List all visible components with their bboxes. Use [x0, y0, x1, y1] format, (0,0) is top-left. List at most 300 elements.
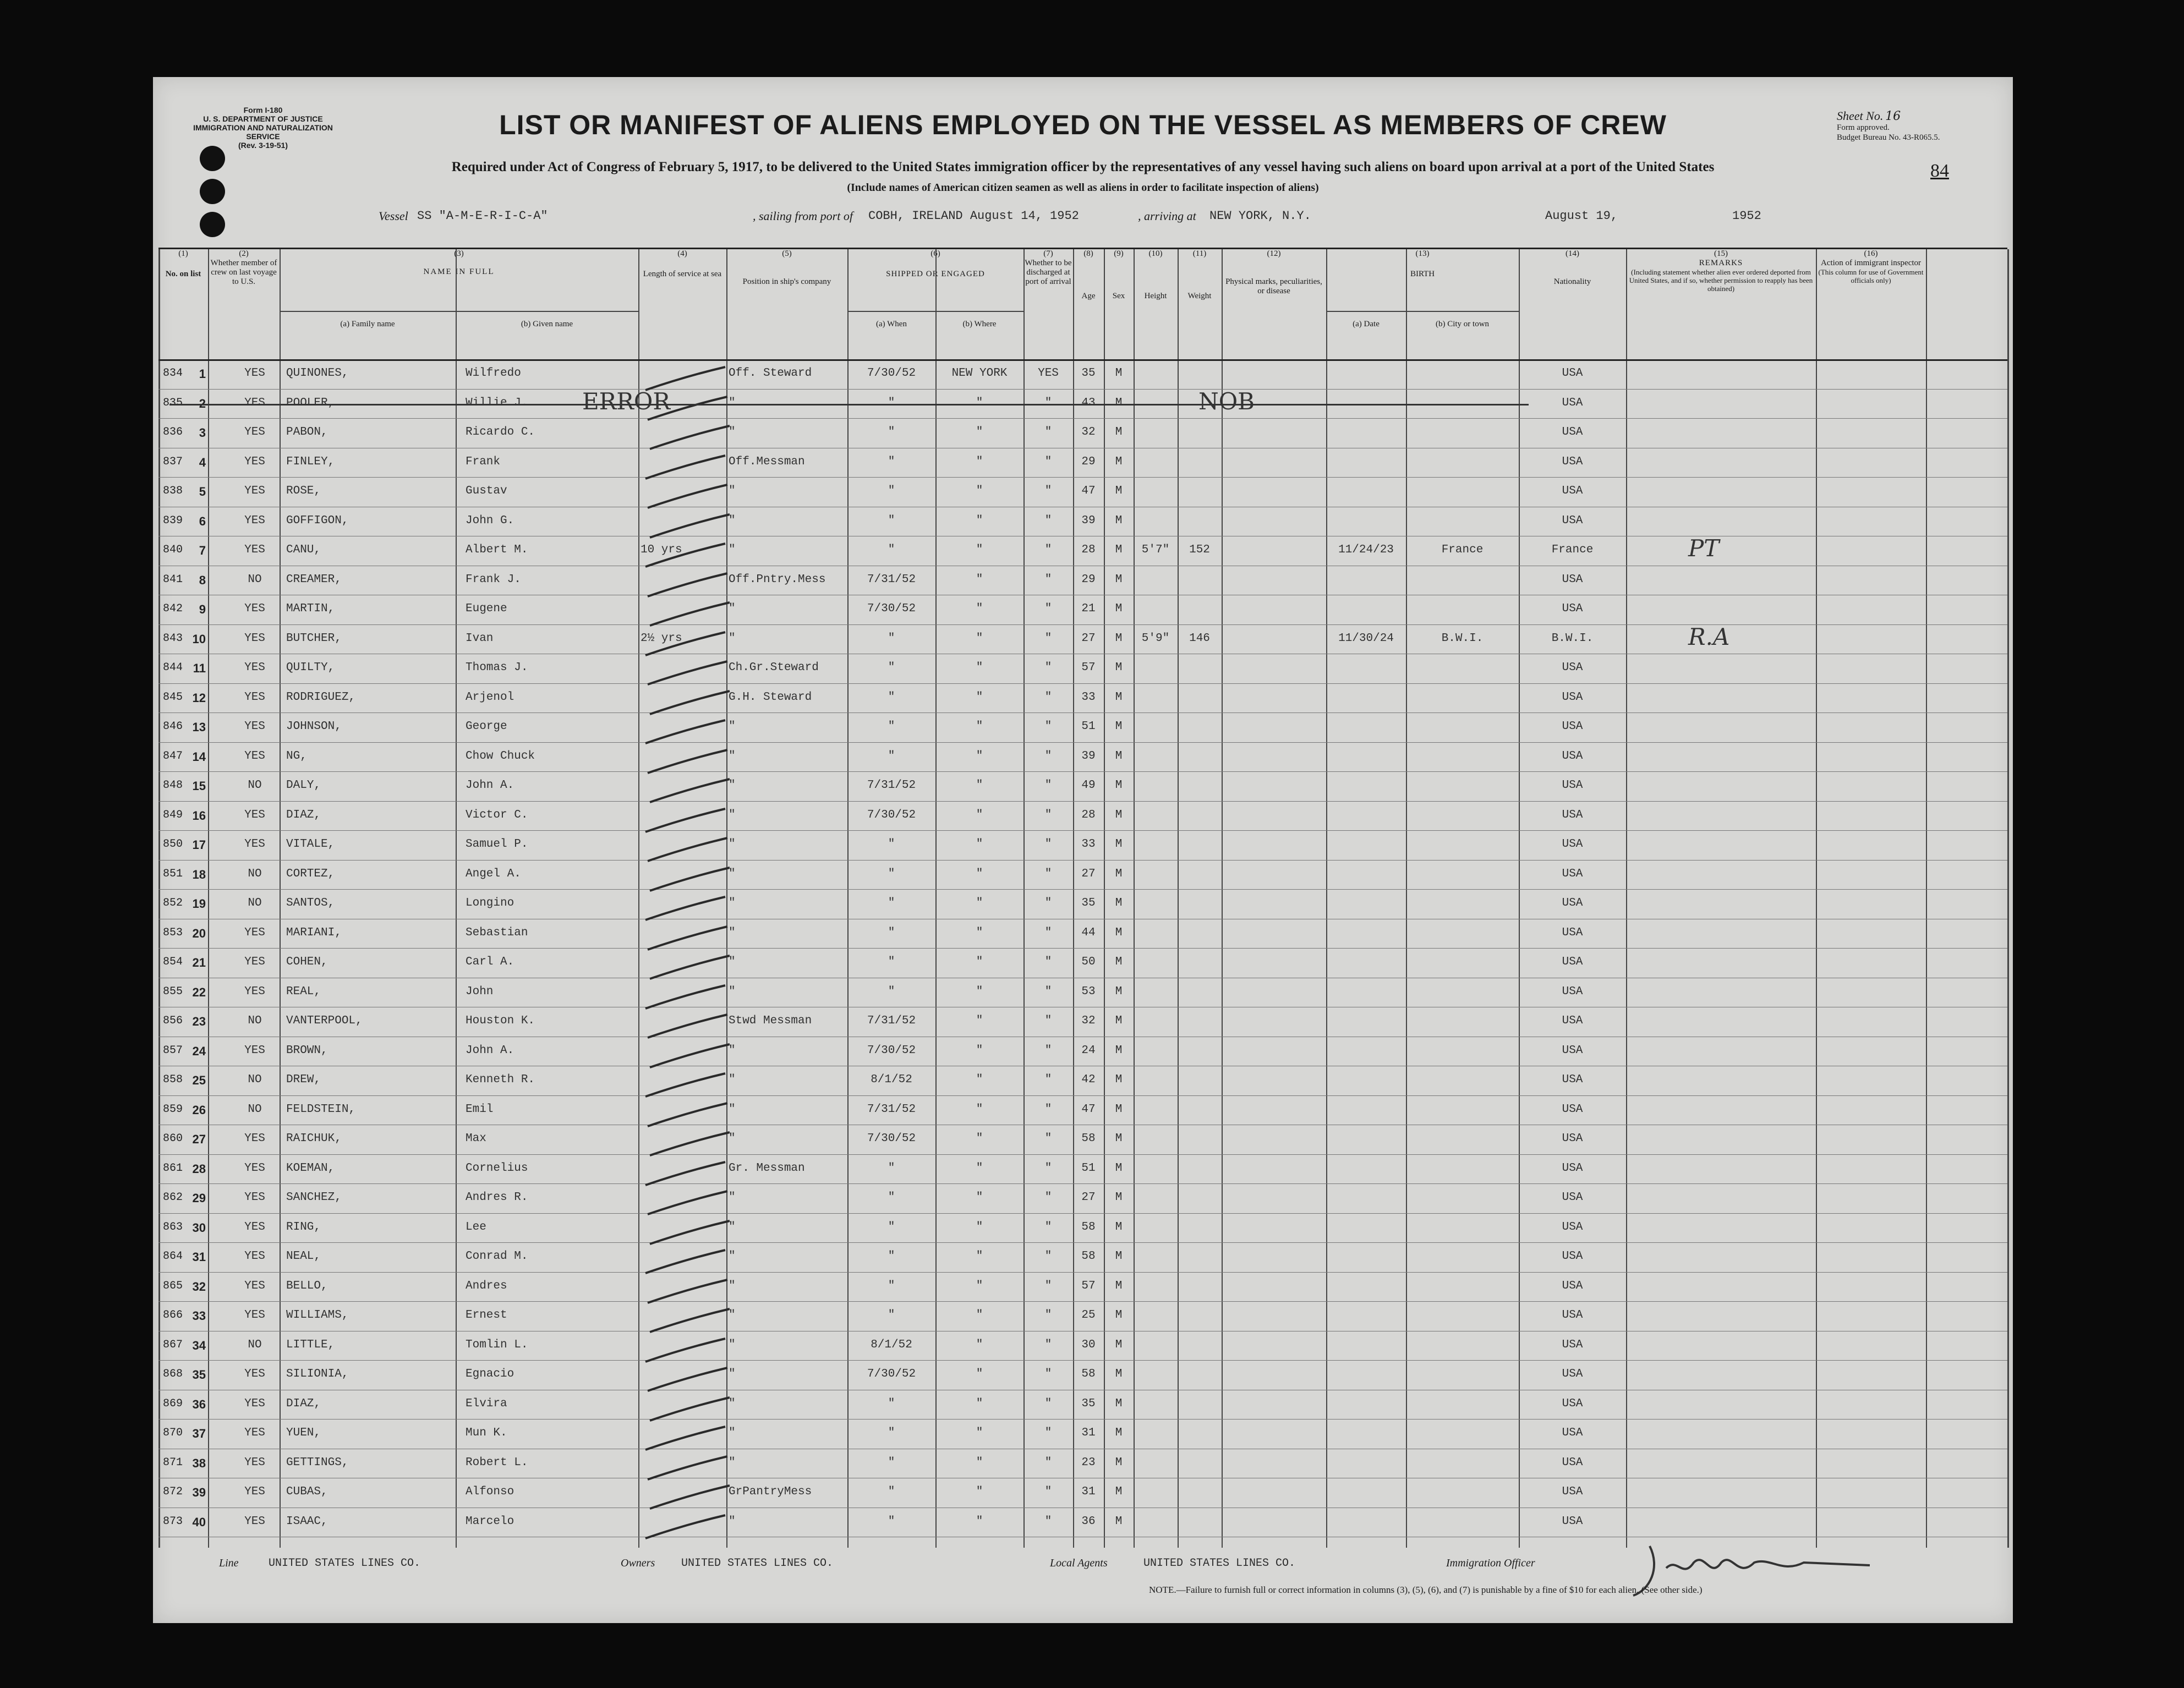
birth-city: B.W.I.	[1441, 632, 1484, 645]
ref-number: 840	[163, 544, 183, 556]
sheet-number: 16	[1885, 109, 1901, 123]
line-label: Line	[219, 1557, 239, 1569]
check-mark	[647, 1041, 735, 1074]
nationality: USA	[1562, 1486, 1583, 1498]
ref-number: 867	[163, 1338, 183, 1351]
column-divider	[158, 249, 160, 1548]
page-subtitle: Required under Act of Congress of February 5, 1917, to be delivered to the United States immigration officer by the representatives of any vessel having such aliens on board upon arrival at a port of the United States	[451, 160, 1715, 174]
column-divider	[456, 249, 457, 1548]
shipped-where: "	[976, 1220, 983, 1234]
vessel-name: SS "A-M-E-R-I-C-A"	[417, 209, 548, 223]
column-divider	[208, 249, 209, 1548]
col-title: Height	[1144, 292, 1167, 300]
row-rule	[158, 683, 2007, 684]
col-number: (6)	[930, 249, 940, 258]
discharged: "	[1044, 1044, 1052, 1057]
sex: M	[1115, 1132, 1123, 1145]
nationality: USA	[1562, 1515, 1583, 1528]
age: 30	[1081, 1338, 1096, 1351]
given-name: Arjenol	[466, 690, 514, 704]
sex: M	[1115, 1220, 1123, 1234]
nationality: USA	[1562, 1015, 1583, 1027]
discharged: "	[1044, 1220, 1052, 1234]
family-name: SANCHEZ,	[286, 1191, 342, 1204]
line-number: 34	[192, 1338, 206, 1352]
ref-number: 859	[163, 1103, 183, 1116]
shipped-where: "	[976, 455, 983, 468]
column-divider	[1134, 249, 1135, 1548]
discharged: "	[1044, 720, 1052, 733]
crew-status: YES	[244, 632, 265, 645]
discharged: "	[1044, 1015, 1052, 1027]
line-number: 4	[199, 455, 206, 469]
shipped-where: "	[976, 1103, 983, 1116]
check-mark-stroke	[645, 1339, 725, 1362]
family-name: RAICHUK,	[286, 1132, 342, 1145]
ref-number: 850	[163, 838, 183, 851]
family-name: FINLEY,	[286, 455, 335, 468]
line-number: 35	[192, 1368, 206, 1382]
check-mark-stroke	[645, 544, 725, 567]
age: 31	[1081, 1486, 1096, 1498]
given-name: Thomas J.	[466, 661, 528, 674]
given-name: Cornelius	[466, 1161, 528, 1175]
agents-label: Local Agents	[1050, 1557, 1108, 1569]
sex: M	[1115, 926, 1123, 939]
shipped-where: "	[976, 897, 983, 909]
shipped-where: "	[976, 1486, 983, 1498]
family-name: DALY,	[286, 779, 321, 792]
position: "	[729, 838, 736, 851]
line-number: 24	[192, 1044, 206, 1058]
col-title: Physical marks, peculiarities, or disease	[1225, 277, 1322, 295]
discharged: "	[1044, 602, 1052, 615]
check-mark	[643, 1247, 731, 1280]
check-mark-stroke	[648, 485, 727, 508]
check-mark-stroke	[645, 367, 725, 390]
line-number: 22	[192, 985, 206, 999]
arrival-port: NEW YORK, N.Y.	[1209, 209, 1311, 223]
age: 27	[1081, 632, 1096, 645]
sex: M	[1115, 426, 1123, 439]
given-name: George	[466, 720, 507, 733]
given-name: Kenneth R.	[466, 1073, 535, 1086]
check-mark	[643, 1335, 731, 1368]
weight: 152	[1189, 544, 1210, 556]
check-mark	[645, 570, 733, 603]
shipped-when: 7/30/52	[867, 367, 916, 380]
age: 36	[1081, 1515, 1096, 1528]
age: 44	[1081, 926, 1096, 939]
service-name: IMMIGRATION AND NATURALIZATION SERVICE	[193, 123, 333, 141]
manifest-table	[158, 248, 2007, 1548]
col-8-header	[1073, 249, 1104, 301]
discharged: "	[1044, 1073, 1052, 1086]
shipped-when: "	[888, 1515, 895, 1528]
check-mark	[643, 452, 731, 485]
nationality: USA	[1562, 867, 1583, 880]
row-rule	[158, 889, 2007, 890]
nationality: USA	[1562, 426, 1583, 439]
age: 39	[1081, 514, 1096, 527]
shipped-where: "	[976, 514, 983, 527]
age: 57	[1081, 1279, 1096, 1292]
col-title: Whether member of crew on last voyage to U.S.	[210, 259, 277, 286]
crew-status: YES	[244, 1279, 265, 1292]
col-title: NAME IN FULL	[423, 267, 495, 276]
shipped-where: "	[976, 1191, 983, 1204]
nob-annotation: NOB	[1198, 387, 1255, 415]
position: Off.Messman	[729, 455, 805, 468]
ref-number: 837	[163, 455, 183, 468]
age: 24	[1081, 1044, 1096, 1057]
line-number: 5	[199, 485, 206, 498]
given-name: Ricardo C.	[466, 426, 535, 439]
shipped-where: "	[976, 808, 983, 821]
arrival-year: 1952	[1732, 209, 1761, 223]
sex: M	[1115, 544, 1123, 556]
discharged: "	[1044, 1368, 1052, 1380]
given-name: Sebastian	[466, 926, 528, 939]
family-name: RODRIGUEZ,	[286, 690, 356, 704]
shipped-where: "	[976, 1044, 983, 1057]
row-rule	[158, 1272, 2007, 1273]
check-mark-stroke	[650, 1221, 730, 1244]
shipped-where: "	[976, 1161, 983, 1175]
shipped-where: "	[976, 485, 983, 497]
sex: M	[1115, 867, 1123, 880]
position: Off. Steward	[729, 367, 812, 380]
check-mark-stroke	[645, 897, 725, 920]
column-divider	[1626, 249, 1627, 1548]
discharged: "	[1044, 1338, 1052, 1351]
shipped-when: 7/30/52	[867, 1132, 916, 1145]
shipped-when: "	[888, 544, 895, 556]
shipped-when: "	[888, 1191, 895, 1204]
check-mark	[647, 688, 735, 721]
officer-label: Immigration Officer	[1446, 1557, 1535, 1569]
age: 33	[1081, 838, 1096, 851]
ref-number: 836	[163, 426, 183, 439]
age: 51	[1081, 1161, 1096, 1175]
nationality: USA	[1562, 396, 1583, 409]
crew-status: NO	[248, 573, 262, 586]
crew-status: NO	[248, 1103, 262, 1116]
col-number: (2)	[239, 249, 249, 258]
ref-number: 863	[163, 1220, 183, 1234]
nationality: USA	[1562, 573, 1583, 586]
given-name: Lee	[466, 1220, 486, 1234]
col-3a-header: (a) Family name	[340, 320, 395, 328]
check-mark	[643, 1070, 731, 1103]
position: "	[729, 749, 736, 763]
nationality: USA	[1562, 985, 1583, 998]
family-name: RING,	[286, 1220, 321, 1234]
family-name: POOLER,	[286, 396, 335, 409]
col-10-header	[1134, 249, 1178, 301]
age: 39	[1081, 749, 1096, 763]
nationality: USA	[1562, 1103, 1583, 1116]
discharged: "	[1044, 544, 1052, 556]
col-6a-header: (a) When	[876, 320, 907, 328]
shipped-where: "	[976, 1427, 983, 1439]
shipped-when: "	[888, 985, 895, 998]
crew-status: YES	[244, 1132, 265, 1145]
height: 5'7"	[1141, 544, 1170, 556]
col-15-header	[1626, 249, 1816, 293]
nationality: USA	[1562, 514, 1583, 527]
age: 58	[1081, 1250, 1096, 1263]
discharged: "	[1044, 1191, 1052, 1204]
sex: M	[1115, 1161, 1123, 1175]
shipped-when: "	[888, 690, 895, 704]
position: "	[729, 779, 736, 792]
nationality: USA	[1562, 1368, 1583, 1380]
column-divider	[1816, 249, 1817, 1548]
shipped-when: "	[888, 1161, 895, 1175]
given-name: John A.	[466, 1044, 514, 1057]
col-number: (11)	[1192, 249, 1207, 258]
sex: M	[1115, 514, 1123, 527]
shipped-when: "	[888, 1279, 895, 1292]
crew-status: YES	[244, 544, 265, 556]
page-title: LIST OR MANIFEST OF ALIENS EMPLOYED ON THE VESSEL AS MEMBERS OF CREW	[499, 109, 1667, 140]
page-stamp: 84	[1930, 161, 1949, 181]
check-mark-stroke	[650, 426, 730, 449]
discharged: "	[1044, 1132, 1052, 1145]
shipped-when: "	[888, 396, 895, 409]
age: 28	[1081, 808, 1096, 821]
family-name: VITALE,	[286, 838, 335, 851]
crew-status: YES	[244, 455, 265, 468]
crew-status: NO	[248, 1338, 262, 1351]
family-name: YUEN,	[286, 1427, 321, 1439]
family-name: PABON,	[286, 426, 328, 439]
shipped-when: "	[888, 1250, 895, 1263]
check-mark	[647, 511, 735, 544]
col-4-header	[638, 249, 726, 279]
sex: M	[1115, 661, 1123, 674]
age: 21	[1081, 602, 1096, 615]
sex: M	[1115, 1456, 1123, 1469]
position: "	[729, 1191, 736, 1204]
discharged: "	[1044, 1486, 1052, 1498]
age: 33	[1081, 690, 1096, 704]
shipped-where: "	[976, 1132, 983, 1145]
nationality: USA	[1562, 749, 1583, 763]
nationality: USA	[1562, 661, 1583, 674]
ref-number: 852	[163, 897, 183, 909]
nationality: USA	[1562, 1073, 1583, 1086]
position: "	[729, 1132, 736, 1145]
discharged: "	[1044, 426, 1052, 439]
shipped-when: "	[888, 632, 895, 645]
check-mark	[645, 747, 733, 780]
shipped-where: "	[976, 1309, 983, 1322]
line-number: 2	[199, 396, 206, 410]
ref-number: 855	[163, 985, 183, 998]
age: 28	[1081, 544, 1096, 556]
check-mark	[643, 1159, 731, 1192]
line-number: 31	[192, 1250, 206, 1264]
department: U. S. DEPARTMENT OF JUSTICE	[203, 114, 323, 123]
col-title: Weight	[1187, 292, 1212, 300]
check-mark	[647, 1482, 735, 1515]
sex: M	[1115, 1191, 1123, 1204]
row-rule	[158, 1301, 2007, 1302]
position: G.H. Steward	[729, 690, 812, 704]
family-name: WILLIAMS,	[286, 1309, 349, 1322]
row-rule	[158, 624, 2007, 625]
discharged: "	[1044, 926, 1052, 939]
column-divider	[1926, 249, 1927, 1548]
shipped-where: "	[976, 1397, 983, 1410]
family-name: REAL,	[286, 985, 321, 998]
row-rule	[158, 830, 2007, 831]
given-name: Andres R.	[466, 1191, 528, 1204]
discharged: "	[1044, 1309, 1052, 1322]
col-3b-header: (b) Given name	[521, 320, 573, 328]
nationality: USA	[1562, 1427, 1583, 1439]
age: 42	[1081, 1073, 1096, 1086]
shipped-where: "	[976, 1368, 983, 1380]
shipped-when: "	[888, 1456, 895, 1469]
age: 29	[1081, 573, 1096, 586]
given-name: Alfonso	[466, 1486, 514, 1498]
age: 35	[1081, 897, 1096, 909]
shipped-when: "	[888, 455, 895, 468]
shipped-where: "	[976, 779, 983, 792]
crew-status: YES	[244, 720, 265, 733]
given-name: Emil	[466, 1103, 494, 1116]
family-name: DREW,	[286, 1073, 321, 1086]
age: 49	[1081, 779, 1096, 792]
shipped-where: "	[976, 749, 983, 763]
sex: M	[1115, 485, 1123, 497]
nationality: USA	[1562, 720, 1583, 733]
sex: M	[1115, 1486, 1123, 1498]
column-divider	[1406, 249, 1407, 1548]
col-16-header	[1816, 249, 1926, 284]
height: 5'9"	[1141, 632, 1170, 645]
line-number: 33	[192, 1309, 206, 1323]
check-mark-stroke	[648, 573, 727, 596]
crew-status: NO	[248, 867, 262, 880]
age: 23	[1081, 1456, 1096, 1469]
line-value: UNITED STATES LINES CO.	[269, 1557, 421, 1570]
nationality: USA	[1562, 779, 1583, 792]
check-mark	[645, 1188, 733, 1221]
col-title: Age	[1081, 292, 1096, 300]
shipped-where: "	[976, 867, 983, 880]
crew-status: YES	[244, 749, 265, 763]
given-name: Eugene	[466, 602, 507, 615]
shipped-where: "	[976, 1515, 983, 1528]
subheader-divider	[1326, 311, 1519, 312]
shipped-when: "	[888, 426, 895, 439]
column-divider	[1326, 249, 1327, 1548]
discharged: "	[1044, 1103, 1052, 1116]
row-rule	[158, 418, 2007, 419]
position: "	[729, 396, 736, 409]
crew-status: YES	[244, 1220, 265, 1234]
ref-number: 839	[163, 514, 183, 527]
sex: M	[1115, 1397, 1123, 1410]
col-title: REMARKS	[1699, 259, 1743, 267]
row-rule	[158, 1154, 2007, 1155]
position: "	[729, 1427, 736, 1439]
position: "	[729, 1279, 736, 1292]
sex: M	[1115, 1309, 1123, 1322]
age: 32	[1081, 426, 1096, 439]
discharged: "	[1044, 455, 1052, 468]
nationality: USA	[1562, 956, 1583, 968]
crew-status: YES	[244, 1368, 265, 1380]
discharged: "	[1044, 808, 1052, 821]
discharged: "	[1044, 1250, 1052, 1263]
col-13b-header: (b) City or town	[1435, 320, 1490, 328]
discharged: "	[1044, 485, 1052, 497]
sex: M	[1115, 602, 1123, 615]
crew-status: NO	[248, 897, 262, 909]
shipped-when: "	[888, 485, 895, 497]
discharged: "	[1044, 1161, 1052, 1175]
family-name: VANTERPOOL,	[286, 1015, 363, 1027]
family-name: MARIANI,	[286, 926, 342, 939]
nationality: USA	[1562, 1338, 1583, 1351]
position: "	[729, 956, 736, 968]
ref-number: 873	[163, 1515, 183, 1528]
sex: M	[1115, 897, 1123, 909]
ref-number: 857	[163, 1044, 183, 1057]
line-number: 12	[192, 690, 206, 705]
check-mark	[645, 1453, 733, 1486]
col-title: SHIPPED OR ENGAGED	[886, 270, 985, 278]
nationality: USA	[1562, 838, 1583, 851]
family-name: BROWN,	[286, 1044, 328, 1057]
crew-status: YES	[244, 367, 265, 380]
check-mark-stroke	[650, 1309, 730, 1332]
sex: M	[1115, 632, 1123, 645]
crew-status: YES	[244, 838, 265, 851]
shipped-where: "	[976, 632, 983, 645]
col-number: (7)	[1043, 249, 1053, 258]
check-mark	[647, 1218, 735, 1251]
shipped-where: "	[976, 426, 983, 439]
ref-number: 862	[163, 1191, 183, 1204]
shipped-where: NEW YORK	[951, 367, 1008, 380]
shipped-when: "	[888, 838, 895, 851]
arrival-date: August 19,	[1545, 209, 1618, 223]
ref-number: 835	[163, 396, 183, 409]
sex: M	[1115, 1368, 1123, 1380]
row-rule	[158, 860, 2007, 861]
shipped-where: "	[976, 720, 983, 733]
discharged: "	[1044, 396, 1052, 409]
line-number: 11	[193, 661, 206, 675]
given-name: Victor C.	[466, 808, 528, 821]
ref-number: 864	[163, 1250, 183, 1263]
remarks-handwritten: R.A	[1688, 623, 1730, 650]
family-name: QUILTY,	[286, 661, 335, 674]
shipped-when: "	[888, 1220, 895, 1234]
crew-status: YES	[244, 926, 265, 939]
position: "	[729, 602, 736, 615]
age: 27	[1081, 867, 1096, 880]
position: "	[729, 926, 736, 939]
crew-status: YES	[244, 485, 265, 497]
check-mark-stroke	[645, 1515, 725, 1538]
